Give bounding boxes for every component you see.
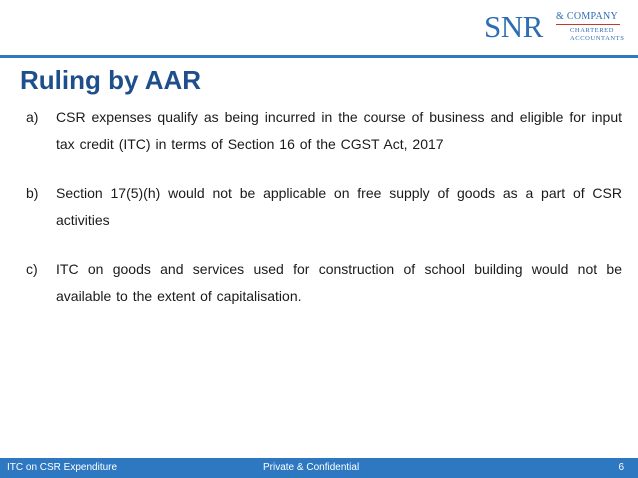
footer-bar — [0, 458, 638, 478]
point-text: CSR expenses qualify as being incurred in the course of business and eligible for input tax credit (ITC) in terms of Section 16 of the CGST Act, 2017 — [56, 109, 622, 152]
slide-title: Ruling by AAR — [20, 65, 202, 95]
logo-company-text: & COMPANY — [556, 11, 619, 22]
point-marker: b) — [26, 185, 39, 201]
logo-subtitle-line1: CHARTERED — [570, 27, 615, 34]
footer-topic: ITC on CSR Expenditure — [7, 462, 118, 473]
company-logo — [484, 9, 624, 45]
page-number: 6 — [618, 462, 624, 473]
point-text: Section 17(5)(h) would not be applicable on free supply of goods as a part of CSR activities — [56, 185, 622, 228]
logo-wordmark: SNR — [484, 9, 543, 44]
footer-confidentiality: Private & Confidential — [263, 462, 360, 473]
point-marker: a) — [26, 109, 39, 125]
header-divider — [0, 55, 638, 58]
point-marker: c) — [26, 261, 38, 277]
logo-subtitle-line2: ACCOUNTANTS — [570, 35, 625, 42]
point-text: ITC on goods and services used for construction of school building would not be available to the extent of capitalisation. — [56, 261, 622, 304]
logo-divider — [556, 24, 620, 25]
